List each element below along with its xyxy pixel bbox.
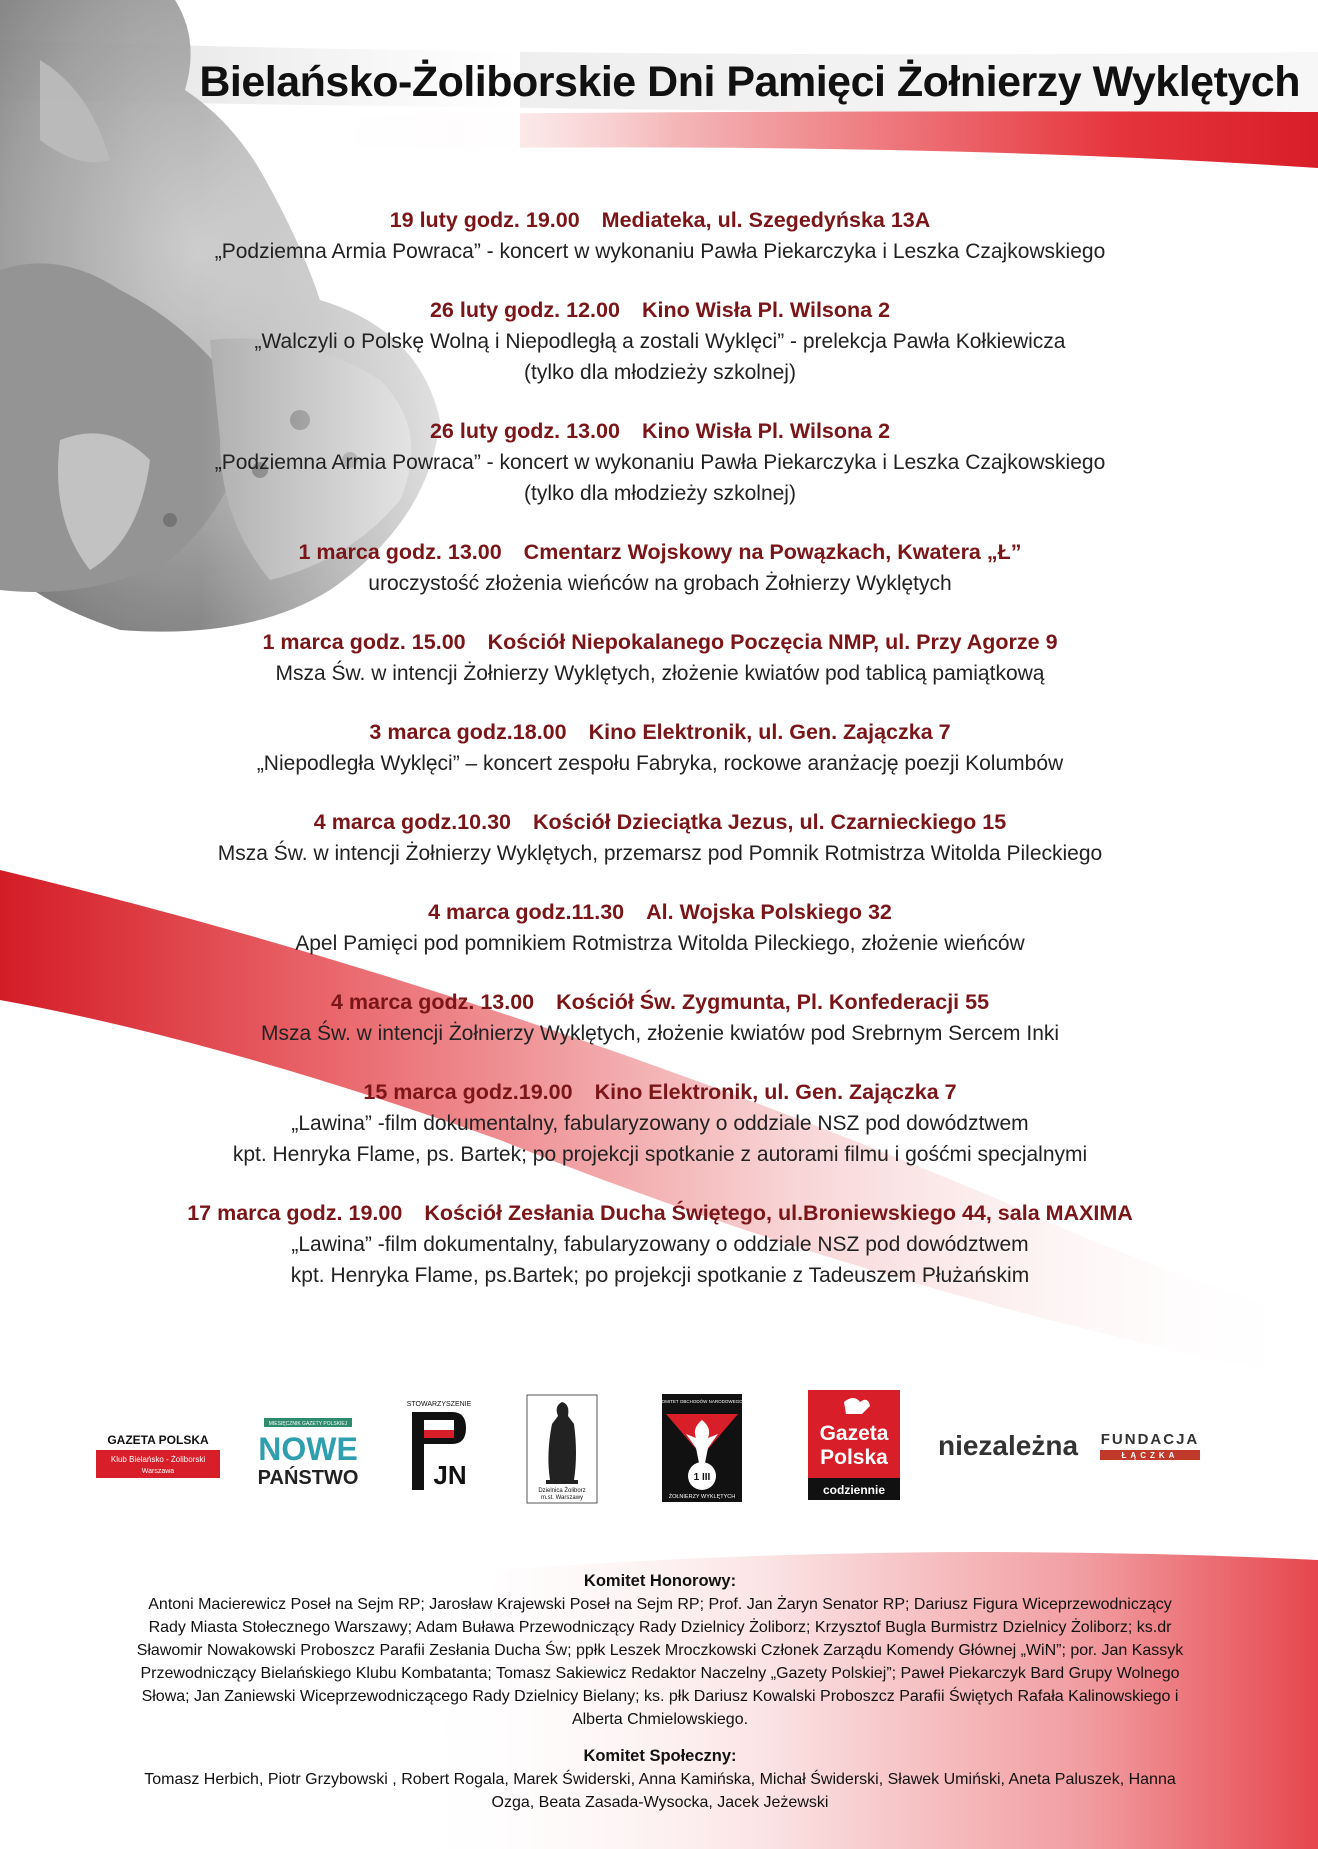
- event-item: [130, 416, 1190, 509]
- gazeta-polska-klub-logo: [96, 1432, 220, 1478]
- event-description: Msza Św. w intencji Żołnierzy Wyklętych, złożenie kwiatów pod tablicą pamiątkową: [275, 662, 1045, 685]
- honorary-committee-title: Komitet Honorowy:: [583, 1572, 737, 1590]
- event-description: Msza Św. w intencji Żołnierzy Wyklętych, przemarsz pod Pomnik Rotmistrza Witolda Pileckiego: [217, 842, 1103, 865]
- event-heading: [130, 897, 1190, 928]
- event-place: Kino Elektronik, ul. Gen. Zajączka 7: [594, 1080, 957, 1104]
- event-heading: [130, 295, 1190, 326]
- logo-text: Gazeta: [819, 1422, 889, 1445]
- event-date: 3 marca godz.18.00: [369, 720, 567, 744]
- event-item: [130, 987, 1190, 1049]
- event-place: Kino Wisła Pl. Wilsona 2: [641, 298, 891, 322]
- event-heading: [130, 807, 1190, 838]
- logo-text: m.st. Warszawy: [540, 1495, 584, 1501]
- gazeta-polska-codziennie-logo: [808, 1390, 900, 1500]
- logo-text: Dzielnica Żoliborz: [538, 1488, 586, 1494]
- event-heading: [130, 1077, 1190, 1108]
- committee-line: Rady Miasta Stołecznego Warszawy; Adam Buława Przewodniczący Rady Dzielnicy Żoliborz; Krzysztof Bugla Burmistrz Dzielnicy Żoliborz; ks.dr: [148, 1619, 1172, 1636]
- event-place: Kino Wisła Pl. Wilsona 2: [641, 419, 891, 443]
- event-heading: [130, 205, 1190, 236]
- event-date: 1 marca godz. 13.00: [298, 540, 502, 564]
- logo-text: SPOŁECZNY KOMITET OBCHODÓW NARODOWEGO DNIA PAMIĘCI: [630, 1399, 774, 1404]
- event-place: Mediateka, ul. Szegedyńska 13A: [601, 208, 931, 232]
- event-date: 26 luty godz. 13.00: [429, 419, 620, 443]
- event-description: uroczystość złożenia wieńców na grobach Żołnierzy Wyklętych: [368, 572, 952, 595]
- event-item: [130, 717, 1190, 779]
- event-item: [130, 627, 1190, 689]
- event-item: [130, 1198, 1190, 1291]
- logo-text: FUNDACJA: [1100, 1431, 1200, 1448]
- pjn-logo: [402, 1398, 476, 1494]
- event-item: [130, 807, 1190, 869]
- event-date: 26 luty godz. 12.00: [429, 298, 620, 322]
- partner-logos: [90, 1390, 1230, 1520]
- logo-text: PAŃSTWO: [257, 1467, 359, 1489]
- event-date: 15 marca godz.19.00: [363, 1080, 573, 1104]
- logo-text: NOWE: [258, 1431, 358, 1467]
- logo-text: JN: [433, 1460, 467, 1490]
- event-date: 4 marca godz.10.30: [313, 810, 511, 834]
- logo-text: ŻOŁNIERZY WYKLĘTYCH: [668, 1494, 736, 1500]
- event-item: [130, 205, 1190, 267]
- committee-line: Ozga, Beata Zasada-Wysocka, Jacek Jeżewski: [491, 1794, 829, 1811]
- event-heading: [130, 537, 1190, 568]
- honorary-committee-members: [90, 1593, 1230, 1731]
- nowe-panstwo-logo: [257, 1418, 359, 1489]
- event-description: „Lawina” -film dokumentalny, fabularyzowany o oddziale NSZ pod dowództwem: [291, 1233, 1029, 1256]
- event-place: Kościół Niepokalanego Poczęcia NMP, ul. Przy Agorze 9: [487, 630, 1058, 654]
- committee-line: Słowa; Jan Zaniewski Wiceprzewodniczącego Rady Dzielnicy Bielany; ks. płk Dariusz Kowalski Proboszcz Parafii Świętych Rafała Kalinowskiego i: [141, 1688, 1179, 1705]
- event-description: „Podziemna Armia Powraca” - koncert w wykonaniu Pawła Piekarczyka i Leszka Czajkowskiego: [214, 240, 1106, 263]
- committee-line: Sławomir Nowakowski Proboszcz Parafii Zesłania Ducha Św; ppłk Leszek Mroczkowski Członek Zarządu Komendy Głównej „WiN”; por. Jan Kassyk: [136, 1642, 1184, 1659]
- logo-text: Polska: [820, 1446, 888, 1469]
- event-item: [130, 1077, 1190, 1170]
- logo-text: Klub Bielańsko - Żoliborski: [110, 1455, 206, 1464]
- event-place: Kościół Zesłania Ducha Świętego, ul.Broniewskiego 44, sala MAXIMA: [424, 1201, 1133, 1225]
- event-description: „Niepodległa Wyklęci” – koncert zespołu Fabryka, rockowe aranżację poezji Kolumbów: [256, 752, 1064, 775]
- event-place: Al. Wojska Polskiego 32: [646, 900, 892, 924]
- page-title: Bielańsko-Żoliborskie Dni Pamięci Żołnierzy Wyklętych: [199, 58, 1300, 106]
- logo-text: Warszawa: [141, 1468, 175, 1475]
- event-date: 17 marca godz. 19.00: [187, 1201, 403, 1225]
- event-heading: [130, 416, 1190, 447]
- committee-line: Przewodniczący Bielańskiego Klubu Kombatanta; Tomasz Sakiewicz Redaktor Naczelny „Gazety Polskiej”; Paweł Piekarczyk Bard Grupy Wolnego: [140, 1665, 1180, 1682]
- event-date: 4 marca godz.11.30: [428, 900, 625, 924]
- social-committee-title: Komitet Społeczny:: [583, 1747, 737, 1765]
- event-description: Msza Św. w intencji Żołnierzy Wyklętych, złożenie kwiatów pod Srebrnym Sercem Inki: [260, 1022, 1060, 1045]
- committee-line: Alberta Chmielowskiego.: [571, 1711, 749, 1728]
- event-heading: [130, 717, 1190, 748]
- event-place: Cmentarz Wojskowy na Powązkach, Kwatera „Ł”: [523, 540, 1022, 564]
- event-place: Kościół Dzieciątka Jezus, ul. Czarnieckiego 15: [532, 810, 1007, 834]
- event-date: 4 marca godz. 13.00: [330, 990, 535, 1014]
- logo-text: codziennie: [822, 1483, 886, 1497]
- komitet-zolnierzy-wykletych-logo: [630, 1394, 774, 1502]
- dzielnica-zoliborz-logo: [526, 1394, 598, 1504]
- event-heading: [130, 627, 1190, 658]
- event-description: „Walczyli o Polskę Wolną i Niepodległą a zostali Wyklęci” - prelekcja Pawła Kołkiewicza: [254, 330, 1066, 353]
- logo-text: GAZETA POLSKA: [107, 1433, 209, 1447]
- social-committee-members: [90, 1768, 1230, 1814]
- committees: [90, 1570, 1230, 1828]
- event-description: Apel Pamięci pod pomnikiem Rotmistrza Witolda Pileckiego, złożenie wieńców: [295, 932, 1025, 955]
- event-place: Kościół Św. Zygmunta, Pl. Konfederacji 55: [556, 990, 990, 1014]
- event-date: 1 marca godz. 15.00: [262, 630, 466, 654]
- committee-line: Tomasz Herbich, Piotr Grzybowski , Robert Rogala, Marek Świderski, Anna Kamińska, Michał Świderski, Sławek Umiński, Aneta Paluszek, Hanna: [144, 1771, 1176, 1788]
- event-description: „Podziemna Armia Powraca” - koncert w wykonaniu Pawła Piekarczyka i Leszka Czajkowskiego: [214, 451, 1106, 474]
- event-item: [130, 295, 1190, 388]
- niezalezna-logo: [938, 1426, 1078, 1466]
- fundacja-laczka-logo: [1094, 1428, 1206, 1464]
- events-list: [130, 205, 1190, 1319]
- logo-text: ŁĄCZKA: [1121, 1451, 1179, 1460]
- event-item: [130, 537, 1190, 599]
- event-note: (tylko dla młodzieży szkolnej): [524, 482, 796, 505]
- event-place: Kino Elektronik, ul. Gen. Zajączka 7: [588, 720, 951, 744]
- event-item: [130, 897, 1190, 959]
- event-date: 19 luty godz. 19.00: [389, 208, 580, 232]
- event-description: kpt. Henryka Flame, ps.Bartek; po projekcji spotkanie z Tadeuszem Płużańskim: [290, 1264, 1030, 1287]
- event-note: (tylko dla młodzieży szkolnej): [524, 361, 796, 384]
- committee-line: Antoni Macierewicz Poseł na Sejm RP; Jarosław Krajewski Poseł na Sejm RP; Prof. Jan Żaryn Senator RP; Dariusz Figura Wiceprzewodniczący: [148, 1596, 1172, 1613]
- logo-text: MIESIĘCZNIK GAZETY POLSKIEJ: [268, 1421, 348, 1427]
- logo-text: STOWARZYSZENIE: [406, 1401, 472, 1408]
- event-description: kpt. Henryka Flame, ps. Bartek; po projekcji spotkanie z autorami filmu i gośćmi specjalnymi: [232, 1143, 1088, 1166]
- event-description: „Lawina” -film dokumentalny, fabularyzowany o oddziale NSZ pod dowództwem: [291, 1112, 1029, 1135]
- logo-text: 1 III: [693, 1472, 711, 1483]
- logo-text: niezależna: [937, 1430, 1079, 1461]
- event-heading: [130, 1198, 1190, 1229]
- event-heading: [130, 987, 1190, 1018]
